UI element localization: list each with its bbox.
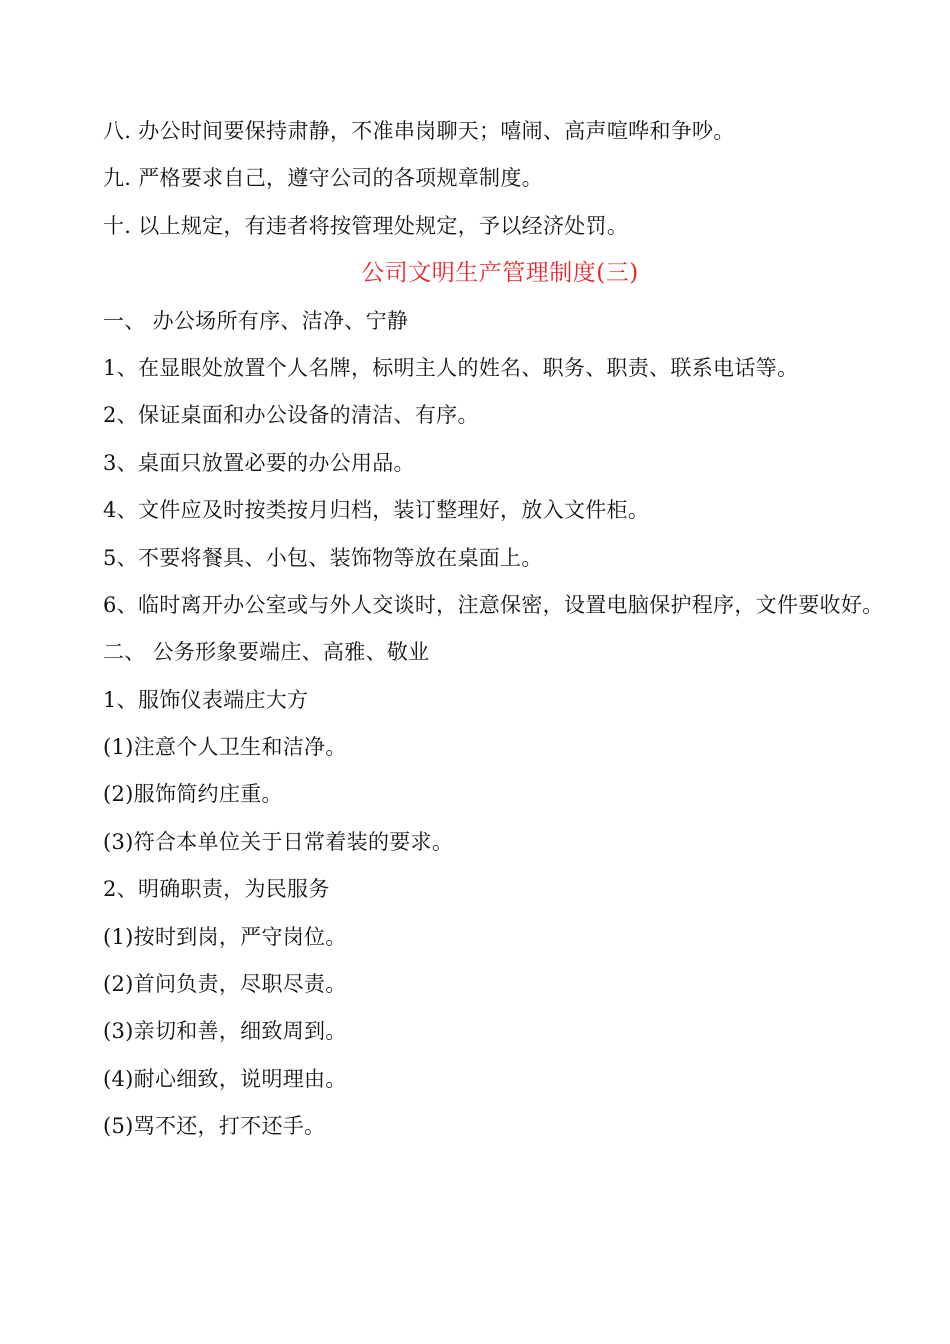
section-1-item-6: 6、临时离开办公室或与外人交谈时，注意保密，设置电脑保护程序，文件要收好。 bbox=[103, 592, 884, 617]
section-2-sub-2-item-3: (3)亲切和善，细致周到。 bbox=[103, 1019, 347, 1044]
section-2-sub-1-item-2: (2)服饰简约庄重。 bbox=[103, 782, 283, 807]
section-1-item-1: 1、在显眼处放置个人名牌，标明主人的姓名、职务、职责、联系电话等。 bbox=[103, 355, 799, 380]
section-1-heading: 一、 办公场所有序、洁净、宁静 bbox=[103, 308, 409, 333]
section-1-item-4: 4、文件应及时按类按月归档，装订整理好，放入文件柜。 bbox=[103, 498, 650, 523]
section-2-sub-2-item-5: (5)骂不还，打不还手。 bbox=[103, 1114, 326, 1139]
section-1-item-3: 3、桌面只放置必要的办公用品。 bbox=[103, 450, 415, 475]
section-2-sub-2: 2、明确职责，为民服务 bbox=[103, 877, 330, 902]
section-1-item-2: 2、保证桌面和办公设备的清洁、有序。 bbox=[103, 403, 479, 428]
section-2-sub-1-item-1: (1)注意个人卫生和洁净。 bbox=[103, 735, 347, 760]
rule-line-8: 八. 办公时间要保持肃静，不准串岗聊天；嘻闹、高声喧哗和争吵。 bbox=[103, 119, 735, 143]
section-2-sub-2-item-1: (1)按时到岗，严守岗位。 bbox=[103, 924, 347, 949]
section-2-heading: 二、 公务形象要端庄、高雅、敬业 bbox=[103, 640, 430, 665]
section-2-sub-1-item-3: (3)符合本单位关于日常着装的要求。 bbox=[103, 829, 454, 854]
document-title: 公司文明生产管理制度(三) bbox=[361, 260, 639, 287]
rule-line-9: 九. 严格要求自己，遵守公司的各项规章制度。 bbox=[103, 166, 543, 191]
section-2-sub-2-item-2: (2)首问负责，尽职尽责。 bbox=[103, 972, 347, 997]
rule-line-10: 十. 以上规定，有违者将按管理处规定，予以经济处罚。 bbox=[103, 213, 629, 238]
document-body bbox=[52, 108, 898, 1151]
section-2-sub-2-item-4: (4)耐心细致，说明理由。 bbox=[103, 1066, 347, 1091]
section-2-sub-1: 1、服饰仪表端庄大方 bbox=[103, 687, 309, 712]
section-1-item-5: 5、不要将餐具、小包、装饰物等放在桌面上。 bbox=[103, 545, 543, 570]
